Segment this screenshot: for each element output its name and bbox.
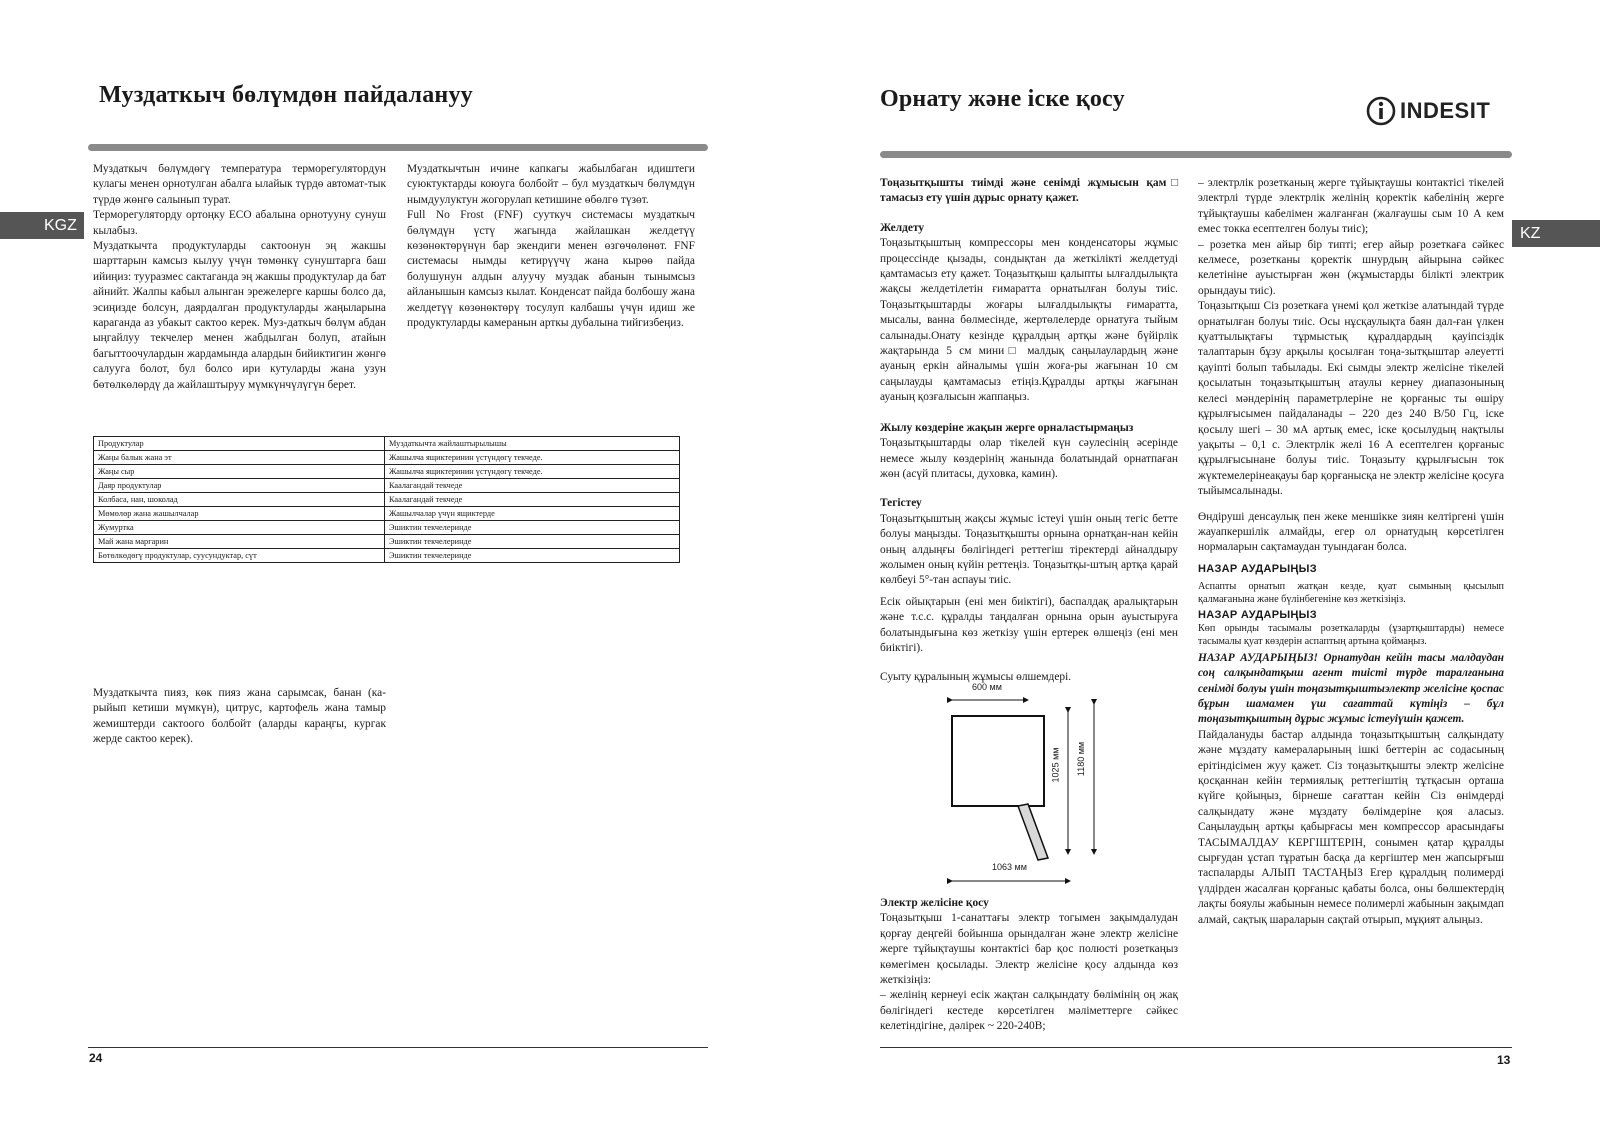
table-cell: Эшиктин текчелеринде — [385, 521, 680, 535]
paragraph: Муздаткыч бөлүмдөгү температура терморегулятордун кулагы менен орнотулган абалга ылайык түрдө автомат-тык түрдө жөнгө салынып турат. — [93, 163, 386, 206]
warning-title: НАЗАР АУДАРЫҢЫЗ — [1198, 562, 1317, 575]
left-bottom-note: Муздаткычта пияз, көк пияз жана сарымсак, банан (ка-рыйып кетиши мүмкүн), цитрус, картофель жана тамыр жемиштерди сактоого болбойт (аларды караңгы, кургак жерде сактоо керек). — [93, 687, 386, 746]
table-cell: Каалагандай текчеде — [385, 479, 680, 493]
paragraph: Тоңазытқыш Сіз розеткаға үнемі қол жеткізе алатындай түрде орнатылған болуы тиіс. Осы нұсқаулықта баян дал-ған үлкен қуаттылықтағы тұрмыстық құралдардың қауіпсіздік талаптарын бұзу арқылы қосылған тоңа-зытқыштар әлеуетті қауіпті болып табылады. Екі сымды электр желісіне тікелей қосылатын тоңазытқыштың атаулы кернеу диапазонының келесі мәндерінің параметрлеріне не қорғаныс ты өшіру құрылғысымен пайдаланады – 220 дез 240 В/50 Гц, іске қосылу шегі – 30 мА артық емес, іске қосылудың нақтылы уақыты – 0,1 с. Электрлік желі 16 А есептелген қорғаныс құрылғысынане болуы тиіс. Тоңазыту құрылғысын ток жүктемелерінеақауы бар қорғанысқа не электр желісіне қосуға тыйымсалынады. — [1198, 300, 1504, 498]
table-header: Продуктулар — [94, 437, 385, 451]
paragraph: Тоңазытқыштарды олар тікелей күн сәулесінің әсерінде немесе жылу көздерінің жанында болатындай орнатпаған жөн (асүй плитасы, духовка, камин). — [880, 437, 1178, 480]
paragraph: Есік ойықтарын (ені мен биіктігі), баспалдақ аралықтарын және т.с.с. құралды таңдалған орнына орын ауыстыруға болатындығына көз жеткізу үшін ертерек өлшеңіз (ені мен биіктігі). — [880, 595, 1178, 654]
section-heading: Тегістеу — [880, 497, 922, 510]
warning-text: Аспапты орнатып жатқан кезде, қуат сымының қысылып қалмағанына және бүлінбегеніне көз жеткізіңіз. — [1198, 580, 1504, 605]
brand-name: INDESIT — [1400, 98, 1491, 123]
table-cell: Жаңы сыр — [94, 465, 385, 479]
right-page-number: 13 — [1497, 1053, 1511, 1067]
paragraph: Тоңазытқыштың компрессоры мен конденсаторы жұмыс процессінде қызады, сондықтан да жеткілікті желдетуді қамтамасыз ету қажет. Тоңазытқыш қалыпты ылғалдылықта жақсы желдетілетін ғимаратта орнатылған болуы тиіс. Тоңазытқыштарды жоғары ылғалдылықты ғимаратта, мысалы, ванна бөлмесінде, жертөлелерде орнатуға тыйым салынады.Онату кезінде құралдың артқы және бүйірлік жақтарында 5 см мини□ малдық саңылаулардың және ауаның еркін айналымы үшін жоға-ры жағынан 10 см саңылауды қамтамасыз етіңіз.Құралды артқы жағынан ауаның қозғалысын жаппаңыз. — [880, 237, 1178, 404]
depth-label: 1063 мм — [992, 862, 1027, 872]
lang-tab-kgz — [0, 212, 84, 239]
table-cell: Жашылча ящиктеринин үстүндөгү текчеде. — [385, 451, 680, 465]
table-cell: Каалагандай текчеде — [385, 493, 680, 507]
paragraph: Терморегуляторду ортоңку ECO абалына орнотууну сунуш кылабыз. — [93, 209, 386, 237]
table-cell: Бөтөлкөдөгү продуктулар, суусундуктар, сүт — [94, 549, 385, 563]
left-title-rule — [88, 144, 708, 151]
table-row — [94, 549, 680, 563]
paragraph: Пайдалануды бастар алдында тоңазытқыштың салқындату және мұздату камераларының ішкі беттерін ас содасының ерітіндісімен жуу қажет. Сіз тоңазытқышты электр желісіне қосқаннан кейін термиялық реттегіштің тұтқасын орташа күйге қойыңыз, бірнеше сағаттан кейін Сіз өнімдерді салқындату және мұздату бөлімдеріне қоя аласыз. Саңылаудың артқы қабырғасы мен компрессор арасындағы ТАСЫМАЛДАУ КЕРГІШТЕРІН, сонымен қатар құралды сырғудан ұстап тұратын басқа да кергіштер мен жапсырғыш таспаларды АЛЫП ТАСТАҢЫЗ Егер құралдың полимерді үлдірден жасалған қорғаныс қабаты болса, оны бөлшектердің лақты бояулы жабынын немесе полимерлі жабынын зақымдап алмай, сақтық шараларын сақтай отырып, мұқият алыңыз. — [1198, 728, 1504, 926]
right-column-1 — [880, 176, 1178, 686]
table-row — [94, 451, 680, 465]
left-page-number: 24 — [89, 1051, 103, 1065]
left-footer-rule — [88, 1047, 708, 1048]
warning-text: Көп орынды тасымалы розеткаларды (ұзартқыштарды) немесе тасымалы қуат көздерін аспаптың артына қоймаңыз. — [1198, 622, 1504, 647]
table-row — [94, 493, 680, 507]
table-cell: Жашылчалар үчүн ящиктерде — [385, 507, 680, 521]
lang-tab-label: KGZ — [44, 217, 77, 234]
table-cell: Даяр продуктулар — [94, 479, 385, 493]
warning-bold: НАЗАР АУДАРЫҢЫЗ! Орнатудан кейін тасы малдаудан соң салқындатқыш агент тиісті түрде таралғанына сенімді болуы үшін тоңазытқыштыэлектр желісіне қоспас бұрын шамамен үш сағаттай күтіңіз – бұл тоңазытқыштың дұрыс жұмыс істеуіүшін қажет. — [1198, 651, 1504, 726]
table-cell: Май жана маргарин — [94, 535, 385, 549]
table-row — [94, 479, 680, 493]
table-cell: Жаңы балык жана эт — [94, 451, 385, 465]
electric-section — [880, 896, 1178, 1035]
table-cell: Жумуртка — [94, 521, 385, 535]
paragraph: Тоңазытқыштың жақсы жұмыс істеуі үшін оның тегіс бетте болуы маңызды. Тоңазытқышты орнына орнатқан-нан кейін оның алдыңғы бөлігіндегі реттегіш тіректерді айналдыру жолымен оның күйін реттеңіз. Тоңазытқы-штың артқа қарай көлбеуі 5°-тан аспауы тиіс. — [880, 512, 1178, 587]
storage-table — [93, 436, 680, 563]
intro-bold: Тоңазытқышты тиімді және сенімді жұмысын қам□ тамасыз ету үшін дұрыс орнату қажет. — [880, 177, 1178, 205]
table-cell: Эшиктин текчелеринде — [385, 549, 680, 563]
right-title-rule — [880, 151, 1512, 158]
paragraph: Тоңазытқыш 1-санаттағы электр тогымен зақымдалудан қорғау деңгейі бойынша орындалған және электр желісіне жерге тұйықтаушы контактісі бар қос полюсті розеткаңыз көмегімен қосылады. Электр желісіне қосу алдында көз жеткізіңіз: — [880, 912, 1178, 987]
fridge-outline-icon — [940, 686, 1110, 886]
paragraph: – розетка мен айыр бір типті; егер айыр розеткаға сәйкес келмесе, розетканы қоректік шнурдың айырына сәйкес келетініне ауыстырған жөн (жұмыстарды білікті электрик орындауы тиіс). — [1198, 238, 1504, 297]
indesit-logo-icon — [1366, 94, 1396, 128]
table-header: Муздаткычта жайлаштырылышы — [385, 437, 680, 451]
height2-label: 1180 мм — [1076, 741, 1087, 777]
lang-tab-label: KZ — [1520, 225, 1541, 242]
table-row — [94, 507, 680, 521]
table-cell: Эшиктин текчелеринде — [385, 535, 680, 549]
brand-logo — [1366, 94, 1506, 128]
paragraph: Өндіруші денсаулық пен жеке меншікке зиян келтіргені үшін жауапкершілік алмайды, егер ол орнатудың көрсетілген нормаларын сақтамаудан туындаған болса. — [1198, 510, 1504, 554]
paragraph: – желінің кернеуі есік жақтан салқындату бөлімінің оң жақ бөлігіндегі кестеде көрсетілген мәліметтерге сәйкес келетіндігіне, дәлірек ~ 220-240В; — [880, 989, 1178, 1033]
right-footer-rule — [880, 1047, 1512, 1048]
paragraph: Муздаткычта продуктуларды сактоонун эң жакшы шарттарын камсыз кылуу үчүн төмөнкү сунуштарга баш ийиңиз: тууразмес сактаганда эң жакшы продуктулар да бат айнийт. Жалпы кабыл алынган эрежелерге каршы болсо да, эсиңизде болсун, даярдалган продуктуларды жаңыларына караганда аз убакыт сактоо керек. Муз-даткыч бөлүм абдан ыңгайлуу текчелер менен жабдылган болуп, атайын багыттоочулардын жардамында алардын бийиктигин жөнгө салууга болот, бул болсо ири кутуларды жана узун бөтөлкөлөрдү да жайлаштыруу мүмкүнчүлүгүн берет. — [93, 240, 386, 391]
section-heading: Жылу көздеріне жақын жерге орналастырмаңыз — [880, 421, 1134, 434]
paragraph: Муздаткычтын ичине капкагы жабылбаган идиштеги суюктуктарды коюуга болбойт – бул муздаткыч бөлүмдүн нымдуулуктун жогорулап кетишине өбөлгө түзөт. — [407, 163, 695, 206]
table-header-row — [94, 437, 680, 451]
dims-caption: Суыту құралының жұмысы өлшемдері. — [880, 671, 1072, 684]
paragraph: – электрлік розетканың жерге тұйықтаушы контактісі тікелей электрлі түрде электрлік желінің қоректік кабелінің жерге тұйықтаушы кабелімен жалғанған (жалғаушы сым 10 А кем емес токка есептелген болуы тиіс); — [1198, 177, 1504, 236]
height-label: 1025 мм — [1050, 747, 1061, 783]
left-page-title: Муздаткыч бөлүмдөн пайдалануу — [99, 82, 473, 108]
right-page-title: Орнату және іске қосу — [880, 86, 1125, 112]
table-row — [94, 535, 680, 549]
table-cell: Колбаса, нан, шоколад — [94, 493, 385, 507]
left-column-2 — [407, 162, 695, 331]
width-label: 600 мм — [972, 682, 1002, 692]
section-heading: Желдету — [880, 221, 925, 234]
section-heading: Электр желісіне қосу — [880, 897, 989, 909]
table-cell: Жашылча ящиктеринин үстүндөгү текчеде. — [385, 465, 680, 479]
table-row — [94, 521, 680, 535]
right-column-2 — [1198, 176, 1504, 928]
table-cell: Мөмөлөр жана жашылчалар — [94, 507, 385, 521]
dimension-diagram — [940, 682, 1110, 886]
warning-title: НАЗАР АУДАРЫҢЫЗ — [1198, 608, 1317, 621]
paragraph: Full No Frost (FNF) сууткуч системасы муздаткыч бөлүмдүн үстү жагында жайлашкан желдетүү көзөнөктөрүнүн бар экендиги менен өзгөчөлөнөт. FNF системасы нымды кетирүүчү жана кырөө пайда болушунун алдын алуучу муздак абанын тынымсыз айланышын камсыз кылат. Конденсат пайда болбошу жана желдетүү көзөнөктөрү тосулуп калбашы үчүн идиш же продуктуларды камеранын арткы дубалына тийгизбеңиз. — [407, 209, 695, 330]
lang-tab-kz — [1512, 220, 1600, 247]
table-row — [94, 465, 680, 479]
left-column-1 — [93, 162, 386, 393]
